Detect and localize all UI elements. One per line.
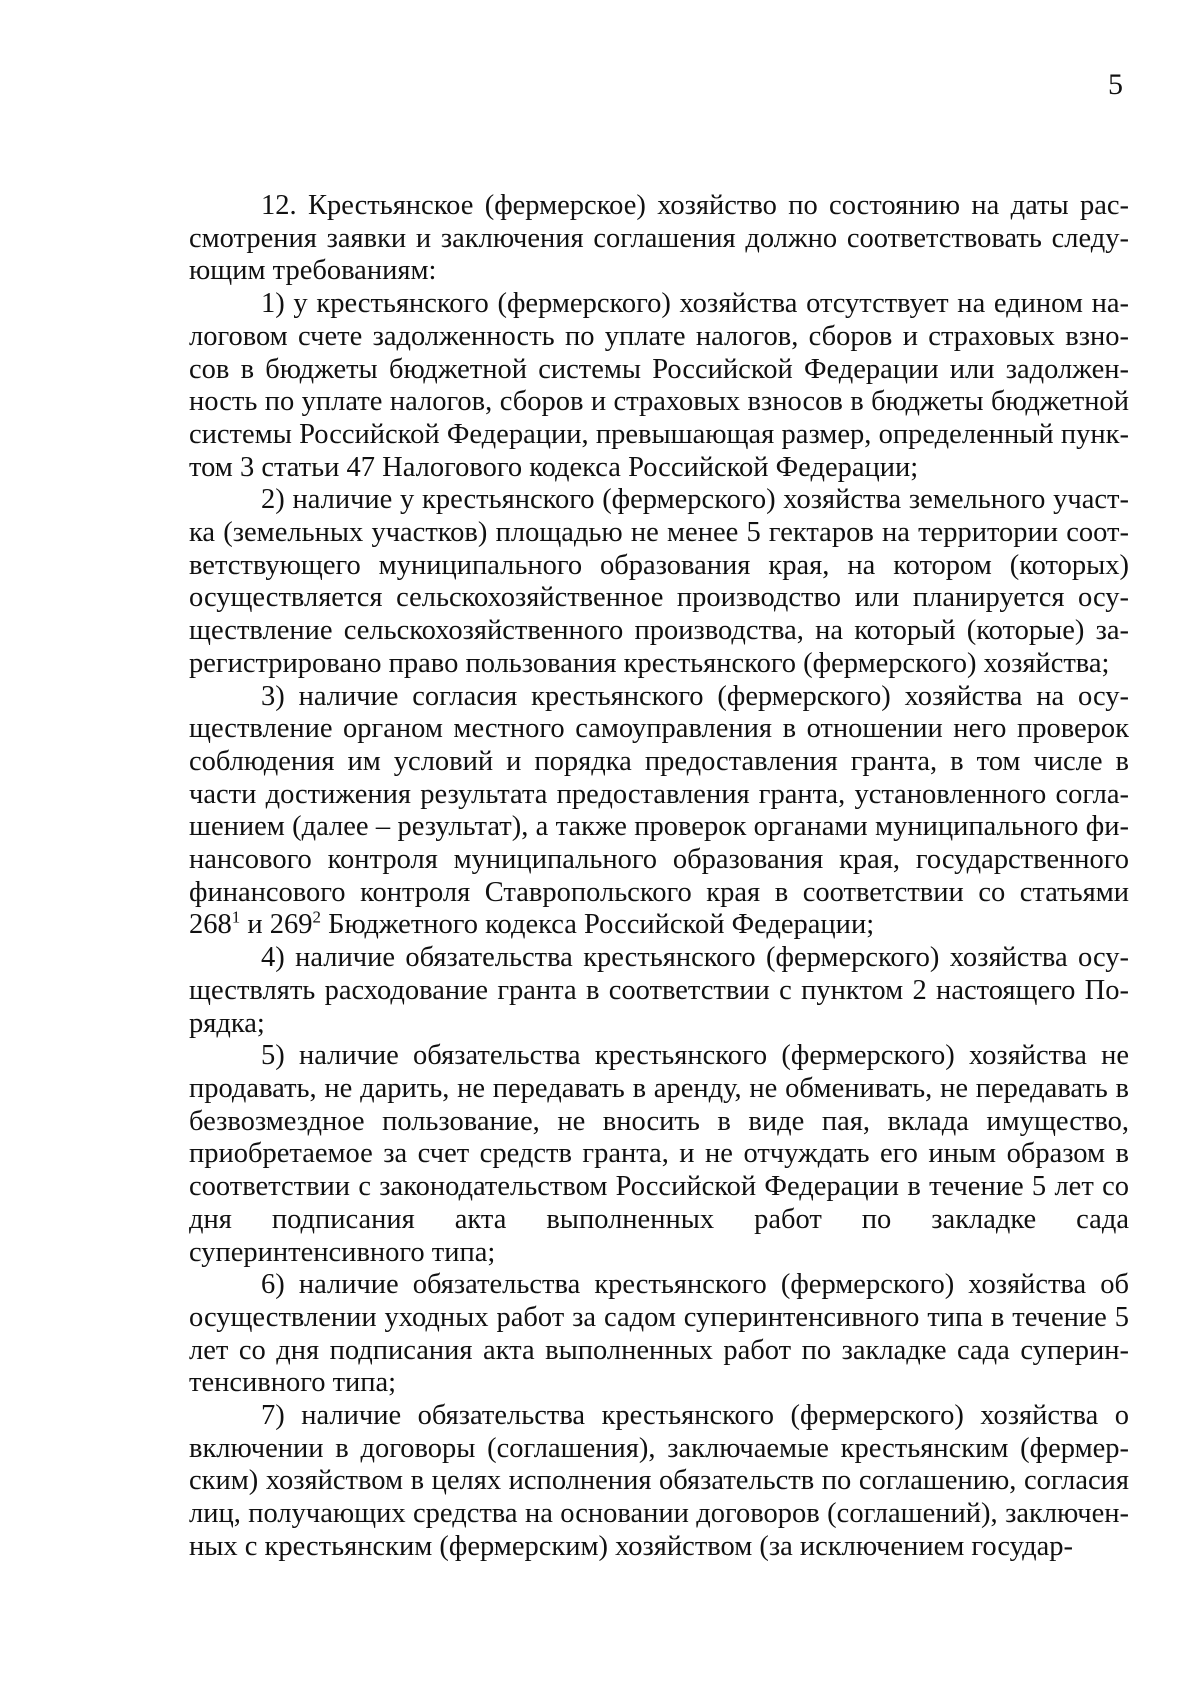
item-3-end: Бюджетного кодекса Российской Федерации; [321,909,875,941]
requirement-item-3 [189,681,1129,943]
item-3-middle: и 269 [240,909,313,941]
requirement-item-6: 6) наличие обязательства крестьянского (фермерского) хозяйства об осуществлении уходных работ за садом суперинтенсивного типа в течение 5 лет со дня подписания акта выполненных работ по закладке сада суперинтенсивного типа; [189,1269,1129,1399]
requirement-item-5: 5) наличие обязательства крестьянского (фермерского) хозяйства не продавать, не дарить, не передавать в аренду, не обменивать, не передавать в безвозмездное пользование, не вносить в виде пая, вклада имущество, приобретаемое за счет средств гранта, и не отчуждать его иным образом в соответствии с законодательством Российской Федерации в течение 5 лет со дня подписания акта выполненных работ по закладке сада суперинтенсивного типа; [189,1040,1129,1268]
page-number: 5 [1108,68,1123,101]
requirement-item-4: 4) наличие обязательства крестьянского (фермерского) хозяйства осуществлять расходование гранта в соответствии с пунктом 2 настоящего Порядка; [189,942,1129,1039]
requirement-item-1: 1) у крестьянского (фермерского) хозяйства отсутствует на едином налоговом счете задолженность по уплате налогов, сборов и страховых взносов в бюджеты бюджетной системы Российской Федерации или задолженность по уплате налогов, сборов и страховых взносов в бюджеты бюджетной системы Российской Федерации, превышающая размер, определенный пунктом 3 статьи 47 Налогового кодекса Российской Федерации; [189,288,1129,483]
requirement-item-7: 7) наличие обязательства крестьянского (фермерского) хозяйства о включении в договоры (соглашения), заключаемые крестьянским (фермерским) хозяйством в целях исполнения обязательств по соглашению, согласия лиц, получающих средства на основании договоров (соглашений), заключенных с крестьянским (фермерским) хозяйством (за исключением государ- [189,1400,1129,1562]
item-3-text: 3) наличие согласия крестьянского (фермерского) хозяйства на осуществление органом местного самоуправления в отношении него проверок соблюдения им условий и порядка предоставления гранта, в том числе в части достижения результата предоставления гранта, установленного соглашением (далее – результат), а также проверок органами муниципального финансового контроля муниципального образования края, государственного финансового контроля Ставропольского края в соответствии со статьями 268 [189,680,1129,941]
paragraph-12: 12. Крестьянское (фермерское) хозяйство по состоянию на даты рассмотрения заявки и заключения соглашения должно соответствовать следующим требованиям: [189,190,1129,287]
document-body [189,190,1129,1564]
item-3-superscript-2: 2 [312,907,322,927]
requirement-item-2: 2) наличие у крестьянского (фермерского) хозяйства земельного участка (земельных участков) площадью не менее 5 гектаров на территории соответствующего муниципального образования края, на котором (которых) осуществляется сельскохозяйственное производство или планируется осуществление сельскохозяйственного производства, на который (которые) зарегистрировано право пользования крестьянского (фермерского) хозяйства; [189,484,1129,679]
item-3-superscript-1: 1 [231,907,241,927]
